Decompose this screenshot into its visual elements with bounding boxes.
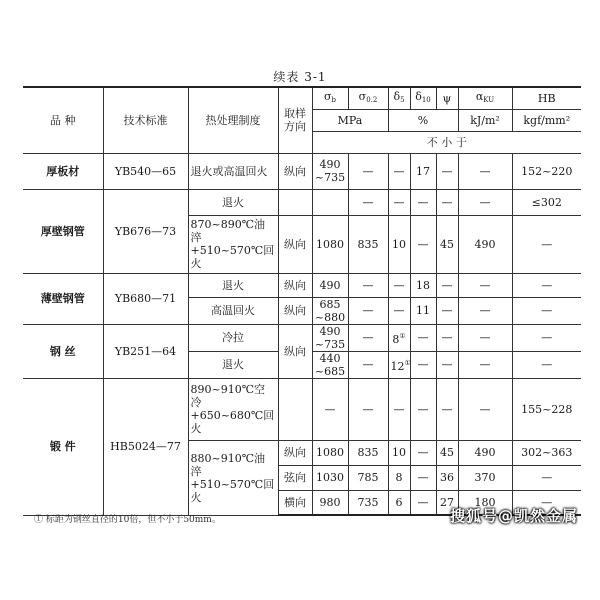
header-hb: HB [512,87,581,109]
d5-forging-1: — [388,378,410,440]
aku-wire-2: — [458,351,512,378]
psi-forging-3: 36 [436,465,458,490]
header-sampling-direction: 取样方向 [278,87,312,153]
watermark: 搜狐号@凯然金属 [449,507,578,525]
heat-forging-2: 880~910℃油淬 +510~570℃回火 [188,440,278,515]
d5-thin-pipe-1: — [388,273,410,297]
header-delta10: $\delta_{10}$ [410,87,436,109]
d5-thin-pipe-2: — [388,297,410,324]
dir-thin-pipe-1: 纵向 [278,273,312,297]
s02-wire-2: — [348,351,388,378]
dir-thick-pipe-2: 纵向 [278,215,312,273]
dir-plate: 纵向 [278,153,312,189]
d10-thick-pipe-1: — [410,189,436,215]
standard-thick-pipe: YB676—73 [103,189,188,273]
dir-thin-pipe-2: 纵向 [278,297,312,324]
hb-wire-2: — [512,351,581,378]
d5-thick-pipe-2: 10 [388,215,410,273]
s02-thin-pipe-1: — [348,273,388,297]
heat-thin-pipe-2: 高温回火 [188,297,278,324]
header-sigma-b: $\sigma_b$ [312,87,348,109]
d10-plate: 17 [410,153,436,189]
d5-forging-4: 6 [388,490,410,515]
aku-forging-1: — [458,378,512,440]
psi-plate: — [436,153,458,189]
variety-forging: 锻 件 [23,378,103,515]
standard-wire: YB251—64 [103,324,188,378]
s02-forging-2: 835 [348,440,388,465]
s02-thick-pipe-2: 835 [348,215,388,273]
header-sigma-02: $\sigma_{0.2}$ [348,87,388,109]
hb-thick-pipe-1: ≤302 [512,189,581,215]
dir-thick-pipe-1 [278,189,312,215]
variety-thin-pipe: 薄壁钢管 [23,273,103,324]
d10-forging-3: — [410,465,436,490]
sb-thick-pipe-1 [312,189,348,215]
header-standard: 技术标准 [103,87,188,153]
psi-thick-pipe-2: 45 [436,215,458,273]
sb-forging-4: 980 [312,490,348,515]
psi-thin-pipe-1: — [436,273,458,297]
aku-thin-pipe-2: — [458,297,512,324]
header-heat-treatment: 热处理制度 [188,87,278,153]
variety-plate: 厚板材 [23,153,103,189]
mechanical-properties-table [23,86,581,516]
d10-thin-pipe-1: 18 [410,273,436,297]
standard-forging: HB5024—77 [103,378,188,515]
d5-plate: — [388,153,410,189]
unit-kgf-mm2: kgf/mm² [512,109,581,131]
heat-thin-pipe-1: 退火 [188,273,278,297]
aku-forging-2: 490 [458,440,512,465]
d5-forging-2: 10 [388,440,410,465]
sb-wire-2: 440 ~685 [312,351,348,378]
d10-forging-4: — [410,490,436,515]
heat-wire-1: 冷拉 [188,324,278,351]
aku-forging-4: 180 [458,490,512,515]
psi-forging-1: — [436,378,458,440]
dir-forging-4: 横向 [278,490,312,515]
footnote-marker: ① [404,358,411,367]
psi-thick-pipe-1: — [436,189,458,215]
psi-forging-4: 27 [436,490,458,515]
d5-wire-1: 8① [388,324,410,351]
s02-thin-pipe-2: — [348,297,388,324]
d10-wire-2: — [410,351,436,378]
unit-kj-m2: kJ/m² [458,109,512,131]
unit-percent: % [388,109,458,131]
sb-forging-2: 1080 [312,440,348,465]
d5-thick-pipe-1: — [388,189,410,215]
aku-thin-pipe-1: — [458,273,512,297]
aku-thick-pipe-1: — [458,189,512,215]
not-less-than-note: 不 小 于 [312,131,581,153]
header-psi: ψ [436,87,458,109]
aku-plate: — [458,153,512,189]
hb-forging-1: 155~228 [512,378,581,440]
sb-thin-pipe-1: 490 [312,273,348,297]
header-variety: 品 种 [23,87,103,153]
heat-plate: 退火或高温回火 [188,153,278,189]
psi-wire-1: — [436,324,458,351]
sb-forging-3: 1030 [312,465,348,490]
s02-thick-pipe-1: — [348,189,388,215]
variety-thick-pipe: 厚壁钢管 [23,189,103,273]
s02-forging-4: 735 [348,490,388,515]
s02-forging-3: 785 [348,465,388,490]
psi-thin-pipe-2: — [436,297,458,324]
sb-forging-1: — [312,378,348,440]
sb-plate: 490 ~735 [312,153,348,189]
sb-thin-pipe-2: 685 ~880 [312,297,348,324]
dir-wire: 纵向 [278,324,312,378]
d5-forging-3: 8 [388,465,410,490]
hb-forging-3: — [512,465,581,490]
sb-thick-pipe-2: 1080 [312,215,348,273]
variety-wire: 钢 丝 [23,324,103,378]
d5-wire-2: 12① [388,351,410,378]
dir-forging-3: 弦向 [278,465,312,490]
d10-thick-pipe-2: — [410,215,436,273]
header-aku: $\alpha_{KU}$ [458,87,512,109]
dir-forging-2: 纵向 [278,440,312,465]
hb-thin-pipe-2: — [512,297,581,324]
standard-plate: YB540—65 [103,153,188,189]
table-footnote: ① 标距为钢丝直径的10倍，但不小于50mm。 [34,515,221,525]
heat-thick-pipe-2: 870~890℃油淬 +510~570℃回火 [188,215,278,273]
heat-wire-2: 退火 [188,351,278,378]
hb-forging-4: — [512,490,581,515]
heat-forging-1: 890~910℃空冷 +650~680℃回火 [188,378,278,440]
s02-forging-1: — [348,378,388,440]
heat-thick-pipe-1: 退火 [188,189,278,215]
d10-forging-2: — [410,440,436,465]
s02-wire-1: — [348,324,388,351]
hb-plate: 152~220 [512,153,581,189]
psi-forging-2: 45 [436,440,458,465]
hb-forging-2: 302~363 [512,440,581,465]
hb-wire-1: — [512,324,581,351]
sb-wire-1: 490 ~735 [312,324,348,351]
aku-forging-3: 370 [458,465,512,490]
standard-thin-pipe: YB680—71 [103,273,188,324]
footnote-marker: ① [399,331,406,340]
unit-mpa: MPa [312,109,388,131]
s02-plate: — [348,153,388,189]
d10-forging-1: — [410,378,436,440]
aku-wire-1: — [458,324,512,351]
table-caption: 续表 3-1 [273,70,327,84]
aku-thick-pipe-2: 490 [458,215,512,273]
d10-wire-1: — [410,324,436,351]
d10-thin-pipe-2: 11 [410,297,436,324]
hb-thick-pipe-2: — [512,215,581,273]
dir-forging-1 [278,378,312,440]
hb-thin-pipe-1: — [512,273,581,297]
psi-wire-2: — [436,351,458,378]
header-delta5: $\delta_5$ [388,87,410,109]
